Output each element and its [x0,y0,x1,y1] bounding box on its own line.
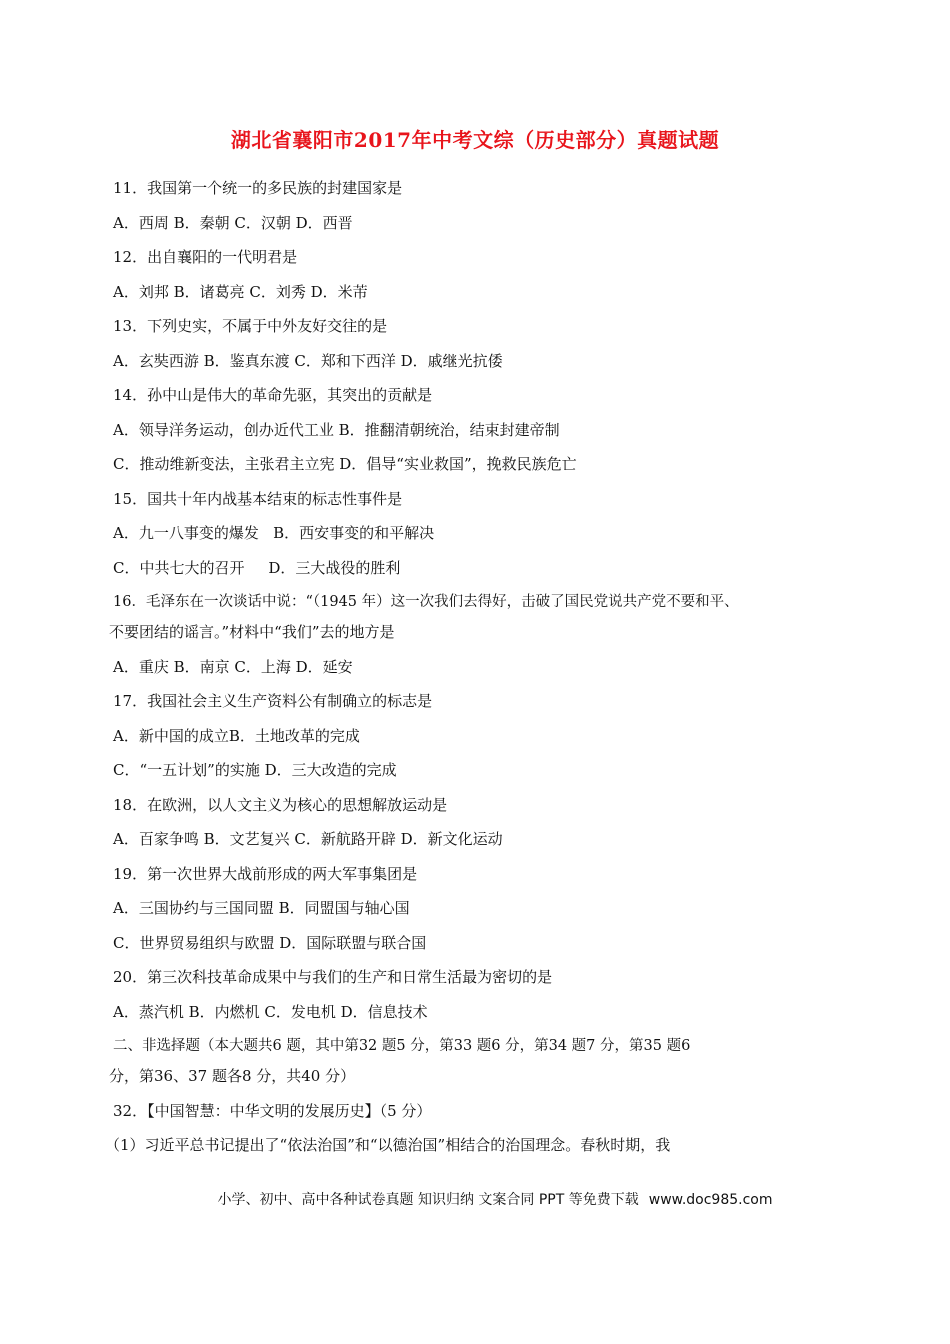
footer-text: 小学、初中、高中各种试卷真题 知识归纳 文案合同 PPT 等免费下载 [217,1192,639,1208]
option-line: C．推动维新变法，主张君主立宪 D．倡导“实业救国”，挽救民族危亡 [113,455,577,473]
option-line: A．新中国的成立B．土地改革的完成 [113,726,360,745]
page-title: 湖北省襄阳市2017年中考文综（历史部分）真题试题 [230,128,720,152]
option-line: A．西周 B．秦朝 C．汉朝 D．西晋 [113,213,353,232]
option-line: A．百家争鸣 B．文艺复兴 C．新航路开辟 D．新文化运动 [113,830,503,848]
question-line: 19．第一次世界大战前形成的两大军事集团是 [113,864,418,883]
question-line: 13．下列史实，不属于中外友好交往的是 [113,317,388,335]
option-line: A．三国协约与三国同盟 B．同盟国与轴心国 [113,899,410,917]
question-line-continued: 不要团结的谣言。”材料中“我们”去的地方是 [109,623,395,641]
option-line: A．刘邦 B．诸葛亮 C．刘秀 D．米芾 [113,282,368,301]
option-line: C．中共七大的召开 D．三大战役的胜利 [113,558,401,577]
question-line: 14．孙中山是伟大的革命先驱，其突出的贡献是 [113,386,433,404]
option-line: A．玄奘西游 B．鉴真东渡 C．郑和下西洋 D．戚继光抗倭 [113,351,503,370]
question-line: 20．第三次科技革命成果中与我们的生产和日常生活最为密切的是 [113,968,553,986]
option-line: A．蒸汽机 B．内燃机 C．发电机 D．信息技术 [113,1002,428,1021]
option-line: C．“一五计划”的实施 D．三大改造的完成 [113,761,397,779]
page-footer [0,1189,950,1209]
question-line: 17．我国社会主义生产资料公有制确立的标志是 [113,692,433,710]
question-list [105,176,853,1168]
question-line: 18．在欧洲，以人文主义为核心的思想解放运动是 [113,795,448,814]
question-line: 32．【中国智慧：中华文明的发展历史】（5 分） [113,1101,432,1120]
question-line: 11．我国第一个统一的多民族的封建国家是 [113,179,403,197]
question-line: 15．国共十年内战基本结束的标志性事件是 [113,489,403,508]
section-heading-continued: 分，第36、37 题各8 分，共40 分） [109,1067,356,1085]
question-line: 12．出自襄阳的一代明君是 [113,248,298,266]
footer-url[interactable]: www.doc985.com [648,1192,773,1208]
question-line: （1）习近平总书记提出了“依法治国”和“以德治国”相结合的治国理念。春秋时期，我 [105,1136,671,1154]
option-line: A．领导洋务运动，创办近代工业 B．推翻清朝统治，结束封建帝制 [113,420,560,439]
section-heading: 二、非选择题（本大题共6 题，其中第32 题5 分，第33 题6 分，第34 题7 分，第35 题6 [113,1038,691,1054]
question-line: 16．毛泽东在一次谈话中说：“（1945 年）这一次我们去得好，击破了国民党说共产党不要和平、 [113,594,739,610]
option-line: A．重庆 B．南京 C．上海 D．延安 [113,657,353,676]
option-line: A．九一八事变的爆发 B．西安事变的和平解决 [113,524,435,542]
option-line: C．世界贸易组织与欧盟 D．国际联盟与联合国 [113,933,427,952]
